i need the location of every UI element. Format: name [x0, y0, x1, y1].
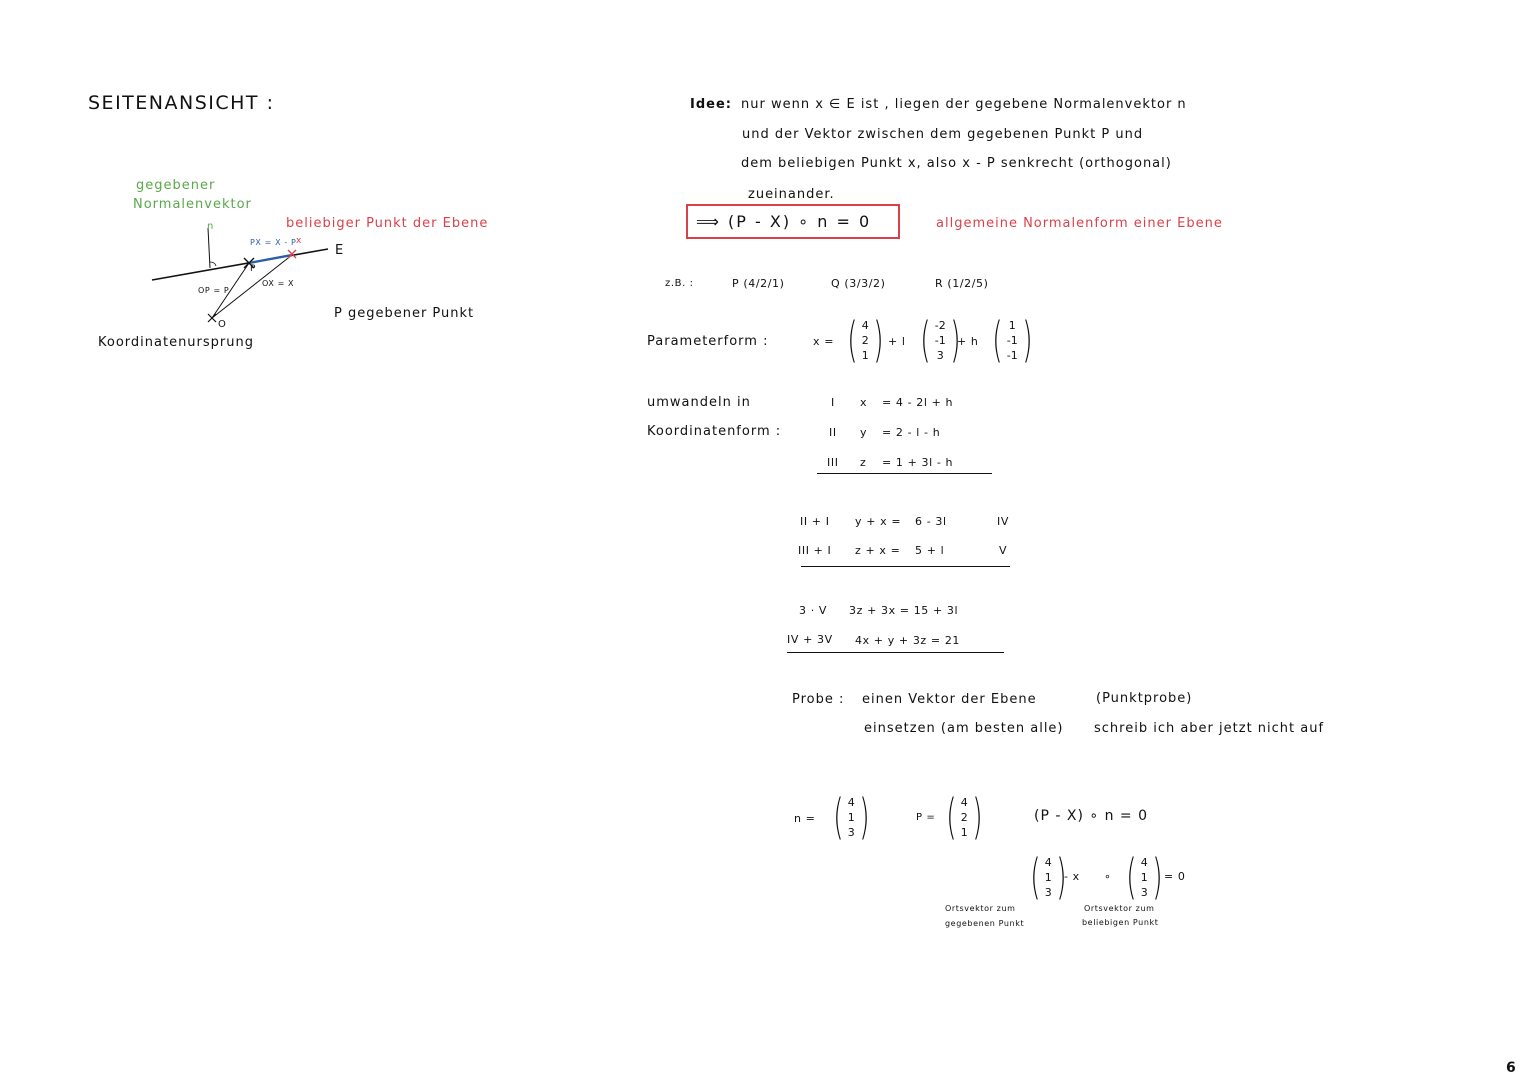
step2-num1: IV [997, 515, 1009, 528]
page-number: 6 [1506, 1060, 1517, 1076]
step3-eq2: 4x + y + 3z = 21 [855, 634, 961, 647]
right-angle-mark [210, 262, 216, 266]
plane-line [152, 249, 328, 280]
point-q: Q (3/3/2) [831, 277, 886, 290]
eq1-lhs: x [860, 396, 868, 409]
eq1-rhs: = 4 - 2l + h [882, 396, 954, 409]
normal-form-formula: ⟹ (P - X) ∘ n = 0 [696, 212, 872, 231]
normal-symbol: n [207, 221, 214, 232]
normal-label-line2: Normalenvektor [133, 197, 252, 212]
underline-2 [801, 566, 1010, 567]
probe-note2: schreib ich aber jetzt nicht auf [1094, 721, 1325, 736]
idea-line1: nur wenn x ∈ E ist , liegen der gegebene Normalenvektor n [741, 97, 1187, 112]
probe-note1: (Punktprobe) [1096, 691, 1193, 706]
circ-operator: ∘ [1104, 870, 1112, 883]
param-plus-l: + l [888, 335, 906, 348]
param-plus-h: + h [957, 335, 979, 348]
param-x-eq: x = [813, 335, 835, 348]
eq2-rhs: = 2 - l - h [882, 426, 941, 439]
given-point-label: P gegebener Punkt [334, 306, 475, 321]
eq-zero: = 0 [1164, 870, 1186, 883]
n-vector: ( 4 1 3 ) [833, 789, 870, 845]
eq2-lhs: y [860, 426, 868, 439]
ox-label: OX = X [262, 279, 295, 288]
step3-op1: 3 · V [799, 604, 828, 617]
minus-x: - x [1064, 870, 1080, 883]
param-form-label: Parameterform : [647, 334, 769, 349]
caption2-a: Ortsvektor zum [1084, 904, 1155, 913]
plane-label: E [335, 243, 345, 258]
step3-op2: IV + 3V [787, 633, 833, 646]
probe-label: Probe : [792, 692, 845, 707]
eq3-rhs: = 1 + 3l - h [882, 456, 954, 469]
convert-label-1: umwandeln in [647, 395, 751, 410]
step2-num2: V [999, 544, 1008, 557]
convert-label-2: Koordinatenform : [647, 424, 782, 439]
eq3-num: III [827, 456, 839, 469]
eq3-lhs: z [860, 456, 867, 469]
arbitrary-point-label: beliebiger Punkt der Ebene [286, 216, 489, 231]
example-label: z.B. : [665, 278, 694, 289]
caption1-b: gegebenen Punkt [945, 919, 1025, 928]
normal-form-name: allgemeine Normalenform einer Ebene [936, 216, 1223, 231]
caption1-a: Ortsvektor zum [945, 904, 1016, 913]
idea-label: Idee: [690, 97, 732, 112]
direction-vector-2: ( 1 -1 -1 ) [992, 312, 1033, 368]
origin-mark-label: O [218, 319, 227, 330]
step2-op1: II + I [800, 515, 830, 528]
vector-b: ( 4 1 3 ) [1126, 849, 1163, 905]
x-mark-label: x [296, 236, 302, 246]
step2-rhs2: 5 + l [915, 544, 945, 557]
step2-op2: III + I [798, 544, 832, 557]
p-vector: ( 4 2 1 ) [946, 789, 983, 845]
bottom-formula: (P - X) ∘ n = 0 [1034, 808, 1148, 824]
point-x-marker [288, 250, 296, 258]
idea-line3: dem beliebigen Punkt x, also x - P senkrecht (orthogonal) [741, 156, 1172, 171]
normal-label-line1: gegebener [136, 178, 216, 193]
underline-3 [787, 652, 1004, 653]
probe-line2: einsetzen (am besten alle) [864, 721, 1064, 736]
point-p: P (4/2/1) [732, 277, 785, 290]
support-vector: ( 4 2 1 ) [847, 312, 884, 368]
p-eq: P = [916, 812, 936, 823]
idea-line2: und der Vektor zwischen dem gegebenen Punkt P und [742, 127, 1144, 142]
p-mark-label: P [250, 264, 257, 274]
origin-label: Koordinatenursprung [98, 335, 254, 350]
caption2-b: beliebigen Punkt [1082, 918, 1159, 927]
vector-a: ( 4 1 3 ) [1030, 849, 1067, 905]
step2-eq1: y + x = [855, 515, 902, 528]
step2-eq2: z + x = [855, 544, 901, 557]
step3-eq1: 3z + 3x = 15 + 3l [849, 604, 959, 617]
origin-marker [208, 314, 216, 322]
eq1-num: I [831, 396, 835, 409]
px-label: PX = X - P [250, 238, 297, 247]
px-vector [249, 255, 292, 263]
step2-rhs1: 6 - 3l [915, 515, 947, 528]
idea-line4: zueinander. [748, 187, 835, 202]
underline-1 [817, 473, 992, 474]
n-eq: n = [794, 812, 816, 825]
probe-line1: einen Vektor der Ebene [862, 692, 1037, 707]
direction-vector-1: ( -2 -1 3 ) [920, 312, 961, 368]
section-heading: SEITENANSICHT : [88, 92, 275, 114]
op-label: OP = P [198, 286, 230, 295]
eq2-num: II [829, 426, 837, 439]
normal-vector [208, 228, 210, 268]
point-r: R (1/2/5) [935, 277, 989, 290]
